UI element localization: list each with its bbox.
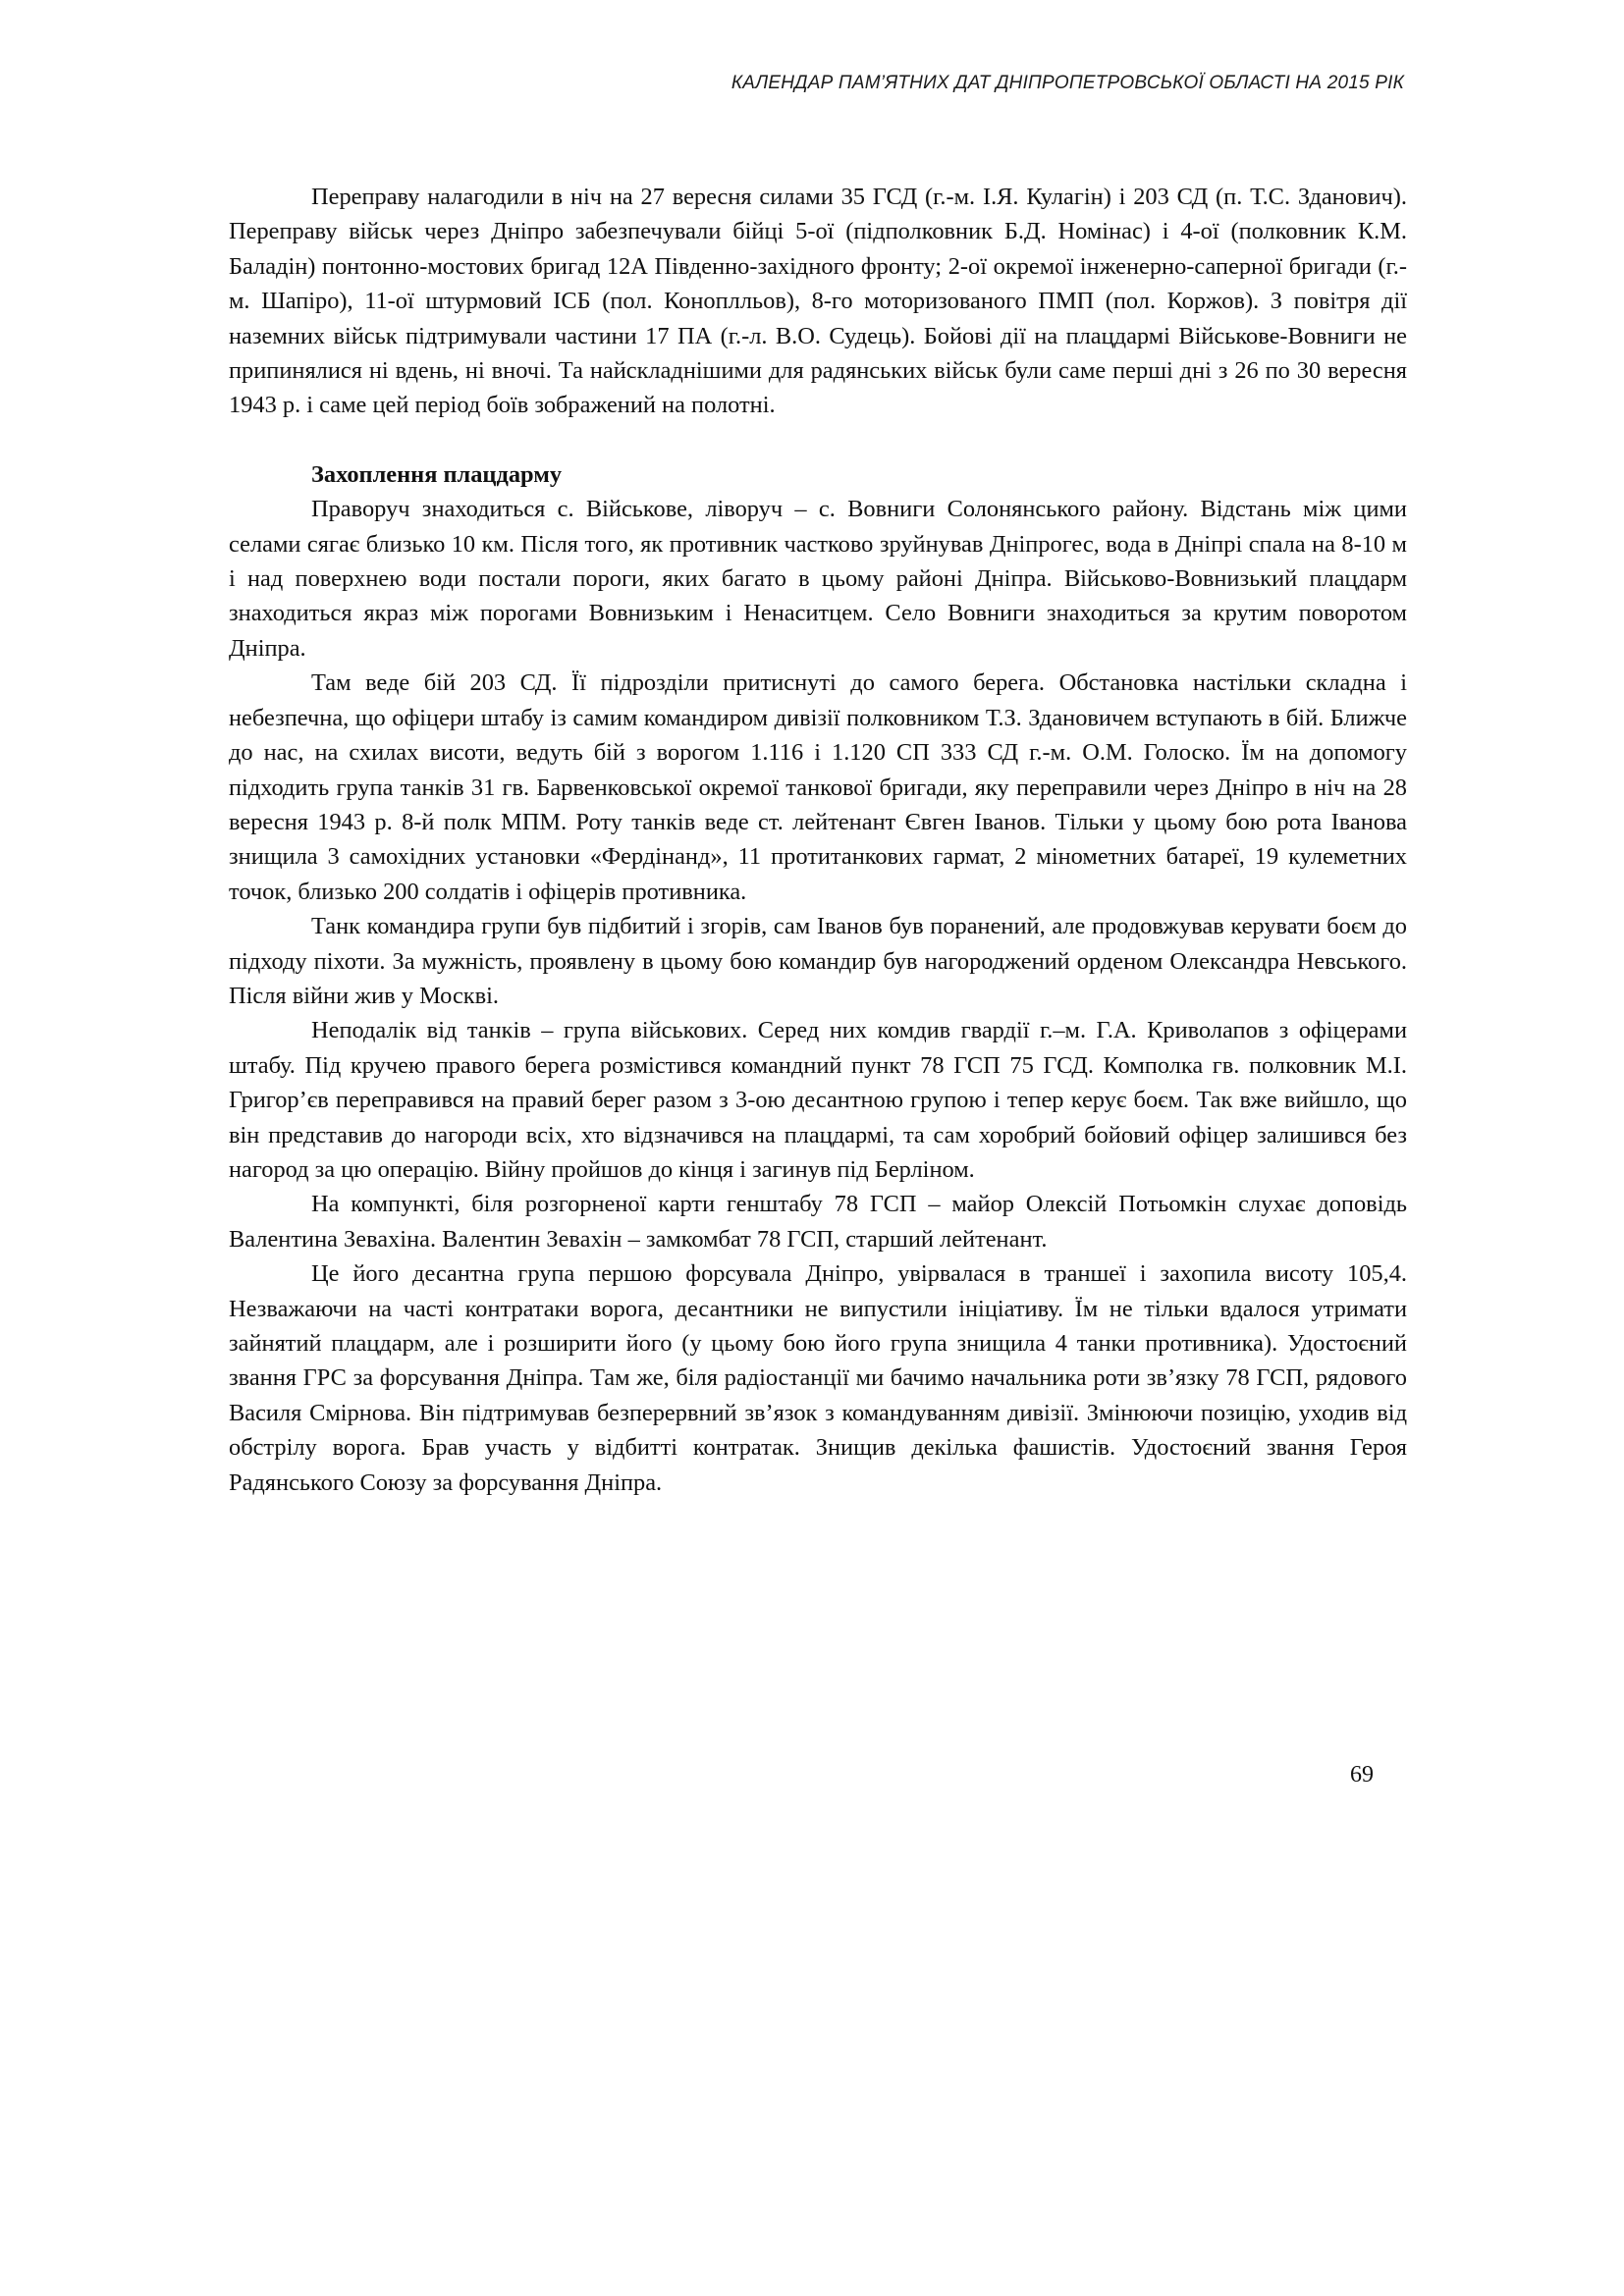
paragraph: Танк командира групи був підбитий і згорів, сам Іванов був поранений, але продовжував керувати боєм до підходу піхоти. За мужність, проявлену в цьому бою командир був нагороджений орденом Олександра Невського. Після війни жив у Москві.: [229, 913, 1407, 1009]
paragraph: Там веде бій 203 СД. Її підрозділи притиснуті до самого берега. Обстановка настільки складна і небезпечна, що офіцери штабу із самим командиром дивізії полковником Т.З. Здановичем вступають в бій. Ближче до нас, на схилах висоти, ведуть бій з ворогом 1.116 і 1.120 СП 333 СД г.-м. О.М. Голоско. Їм на допомогу підходить група танків 31 гв. Барвенковської окремої танкової бригади, яку переправили через Дніпро в ніч на 28 вересня 1943 р. 8-й полк МПМ. Роту танків веде ст. лейтенант Євген Іванов. Тільки у цьому бою рота Іванова знищила 3 самохідних установки «Фердінанд», 11 протитанкових гармат, 2 мінометних батареї, 19 кулеметних точок, близько 200 солдатів і офіцерів противника.: [229, 669, 1407, 905]
page-number: 69: [1350, 1762, 1374, 1788]
intro-paragraph: Переправу налагодили в ніч на 27 вересня силами 35 ГСД (г.-м. І.Я. Кулагін) і 203 СД (п. Т.С. Зданович). Переправу військ через Дніпро забезпечували бійці 5-ої (підполковник Б.Д. Номінас) і 4-ої (полковник К.М. Баладін) понтонно-мостових бригад 12А Південно-західного фронту; 2-ої окремої інженерно-саперної бригади (г.-м. Шапіро), 11-ої штурмовий ІСБ (пол. Коноплльов), 8-го моторизованого ПМП (пол. Коржов). З повітря дії наземних військ підтримували частини 17 ПА (г.-л. В.О. Судець). Бойові дії на плацдармі Військове-Вовниги не припинялися ні вдень, ні вночі. Та найскладнішими для радянських військ були саме перші дні з 26 по 30 вересня 1943 р. і саме цей період боїв зображений на полотні.: [229, 184, 1407, 419]
section-title: Захоплення плацдарму: [311, 460, 563, 488]
paragraph: Праворуч знаходиться с. Військове, ліворуч – с. Вовниги Солонянського району. Відстань між цими селами сягає близько 10 км. Після того, як противник частково зруйнував Дніпрогес, вода в Дніпрі спала на 8-10 м і над поверхнею води постали пороги, яких багато в цьому районі Дніпра. Військово-Вовнизький плацдарм знаходиться якраз між порогами Вовнизьким і Ненаситцем. Село Вовниги знаходиться за крутим поворотом Дніпра.: [229, 496, 1407, 662]
page-body: [229, 180, 1407, 1500]
paragraph: На компункті, біля розгорненої карти генштабу 78 ГСП – майор Олексій Потьомкін слухає доповідь Валентина Зевахіна. Валентин Зевахін – замкомбат 78 ГСП, старший лейтенант.: [229, 1191, 1407, 1253]
running-header: КАЛЕНДАР ПАМ’ЯТНИХ ДАТ ДНІПРОПЕТРОВСЬКОЇ ОБЛАСТІ НА 2015 РІК: [731, 73, 1404, 93]
paragraph: Це його десантна група першою форсувала Дніпро, увірвалася в траншеї і захопила висоту 105,4. Незважаючи на часті контратаки ворога, десантники не випустили ініціативу. Їм не тільки вдалося утримати зайнятий плацдарм, але і розширити його (у цьому бою його група знищила 4 танки противника). Удостоєний звання ГРС за форсування Дніпра. Там же, біля радіостанції ми бачимо начальника роти зв’язку 78 ГСП, рядового Василя Смірнова. Він підтримував безперервний зв’язок з командуванням дивізії. Змінюючи позицію, уходив від обстрілу ворога. Брав участь у відбитті контратак. Знищив декілька фашистів. Удостоєний звання Героя Радянського Союзу за форсування Дніпра.: [229, 1260, 1407, 1496]
paragraph: Неподалік від танків – група військових. Серед них комдив гвардії г.–м. Г.А. Криволапов з офіцерами штабу. Під кручею правого берега розмістився командний пункт 78 ГСП 75 ГСД. Комполка гв. полковник М.І. Григор’єв переправився на правий берег разом з 3-ою десантною групою і тепер керує боєм. Так вже вийшло, що він представив до нагороди всіх, хто відзначився на плацдармі, та сам хоробрий бойовий офіцер залишився без нагород за цю операцію. Війну пройшов до кінця і загинув під Берліном.: [229, 1017, 1407, 1183]
